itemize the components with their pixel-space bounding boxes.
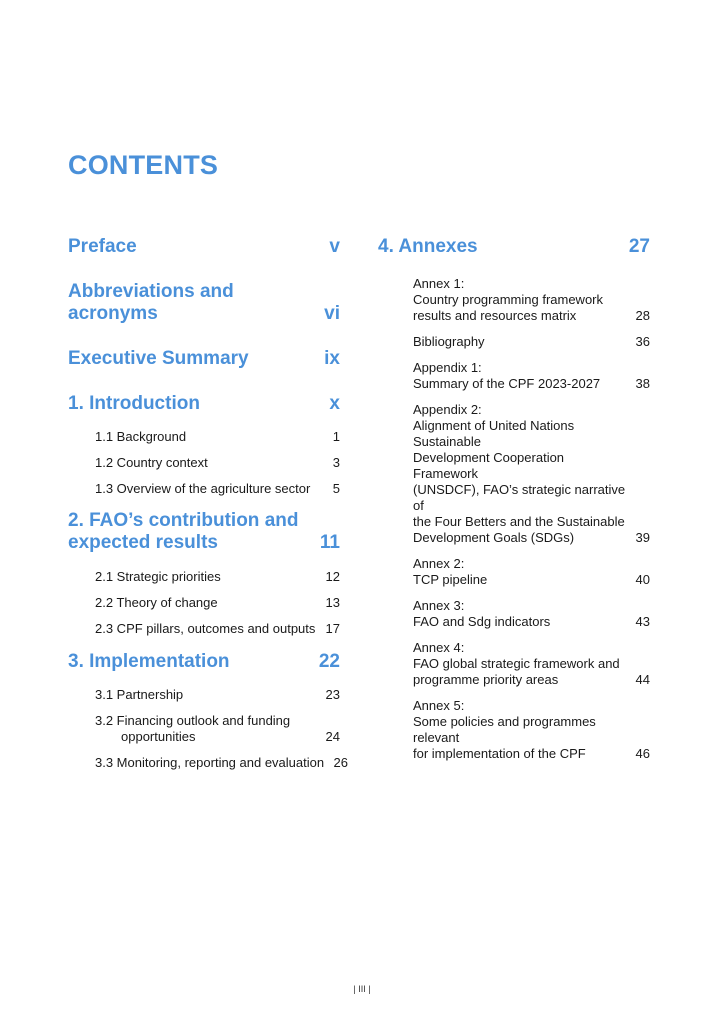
annex-item[interactable] [378,334,650,350]
annex-item[interactable] [378,276,650,324]
toc-subentry-theory-of-change[interactable] [68,595,340,611]
annex-item-line: TCP pipeline [413,572,488,587]
annex-item-label [413,276,630,324]
toc-subentry-agriculture-overview[interactable] [68,481,340,497]
annex-item-line: Annex 5: [413,698,465,713]
annex-item-line: Appendix 2: [413,402,482,417]
toc-subentry-label: 2.3 CPF pillars, outcomes and outputs [95,621,316,636]
annex-item-page: 39 [635,530,650,545]
toc-subentry-partnership[interactable] [68,687,340,703]
toc-subentry-page: 23 [325,687,340,702]
toc-subentry-page: 12 [325,569,340,584]
toc-entry-label: Executive Summary [68,348,249,369]
annex-item-line: Annex 1: [413,276,465,291]
annex-item-line: Summary of the CPF 2023-2027 [413,376,601,391]
toc-entry-label: Abbreviations and acronyms [68,281,234,324]
toc-right-column [378,236,650,762]
annex-item-line: Appendix 1: [413,360,482,375]
annex-item-line: Development Goals (SDGs) [413,530,575,545]
annex-item-label [413,598,630,630]
toc-entry-preface[interactable] [68,236,340,258]
toc-entry-label [68,510,314,554]
toc-subentry-label-line2: opportunities [121,729,196,744]
toc-subentry-page: 24 [325,729,340,744]
toc-entry-label-line2: expected results [68,532,218,553]
toc-entry-page: v [329,236,340,257]
toc-subentry-page: 5 [332,481,340,496]
annex-item-line: Development Cooperation Framework [413,450,565,481]
annex-item[interactable] [378,598,650,630]
annex-item-line: programme priority areas [413,672,559,687]
annex-item-page: 44 [635,672,650,687]
annex-item[interactable] [378,556,650,588]
toc-left-column [68,236,348,771]
toc-entry-label: 4. Annexes [378,236,478,257]
toc-subentry-label: 1.2 Country context [95,455,208,470]
toc-subentry-label: 1.3 Overview of the agriculture sector [95,481,311,496]
toc-subentry-label: 2.1 Strategic priorities [95,569,221,584]
toc-entry-implementation[interactable] [68,651,340,673]
toc-entry-label: 1. Introduction [68,393,200,414]
toc-subentry-page: 17 [325,621,340,636]
page-number: | III | [353,984,371,994]
page-title: CONTENTS [68,150,219,180]
toc-entry-page: x [329,393,340,414]
toc-subentry-page: 26 [333,755,348,770]
annex-item-line: the Four Betters and the Sustainable [413,514,625,529]
toc-entry-label: Preface [68,236,137,257]
toc-entry-introduction[interactable] [68,393,340,415]
annex-item-line: Alignment of United Nations Sustainable [413,418,575,449]
annex-item-line: (UNSDCF), FAO’s strategic narrative of [413,482,626,513]
toc-subentry-financing[interactable] [68,713,340,745]
toc-subentry-cpf-pillars[interactable] [68,621,340,637]
toc-subentry-page: 3 [332,455,340,470]
toc-subentry-page: 1 [332,429,340,444]
annex-item-page: 40 [635,572,650,587]
toc-entry-page: ix [324,348,340,369]
annex-item-label [413,402,630,546]
annex-item-line: Some policies and programmes relevant [413,714,596,745]
toc-entry-annexes[interactable] [378,236,650,258]
toc-entry-page: 27 [628,236,650,257]
annex-item-label [413,556,630,588]
toc-entry-label-line1: 2. FAO’s contribution and [68,510,299,531]
toc-entry-page: 11 [319,532,340,553]
annex-item-label [413,698,630,762]
annex-item-page: 38 [635,376,650,391]
toc-entry-page: 22 [318,651,340,672]
annex-item-line: for implementation of the CPF [413,746,586,761]
toc-subentry-label-line1: 3.2 Financing outlook and funding [95,713,291,728]
toc-subentry-monitoring[interactable] [68,755,348,771]
toc-subentry-label: 3.1 Partnership [95,687,184,702]
toc-subentry-label: 1.1 Background [95,429,187,444]
toc-entry-contribution[interactable] [68,510,340,554]
annex-item-line: Annex 3: [413,598,465,613]
annex-item-line: FAO and Sdg indicators [413,614,551,629]
toc-subentry-label: 2.2 Theory of change [95,595,218,610]
annex-list [378,276,650,762]
annex-item-line: FAO global strategic framework and [413,656,620,671]
annex-item[interactable] [378,402,650,546]
annex-item[interactable] [378,360,650,392]
toc-entry-label: 3. Implementation [68,651,230,672]
toc-subentry-page: 13 [325,595,340,610]
annex-item-page: 36 [635,334,650,349]
annex-item-page: 43 [635,614,650,629]
annex-item-page: 46 [635,746,650,761]
annex-item-line: Country programming framework [413,292,604,307]
toc-entry-executive-summary[interactable] [68,348,340,370]
annex-item-line: results and resources matrix [413,308,577,323]
annex-item[interactable] [378,640,650,688]
annex-item-line: Annex 4: [413,640,465,655]
annex-item-page: 28 [635,308,650,323]
toc-subentry-strategic-priorities[interactable] [68,569,340,585]
annex-item-label [413,640,630,688]
annex-item-label [413,360,630,392]
toc-entry-abbreviations[interactable] [68,281,340,325]
annex-item-line: Bibliography [413,334,485,349]
toc-subentry-background[interactable] [68,429,340,445]
toc-entry-page: vi [324,303,340,324]
annex-item[interactable] [378,698,650,762]
annex-item-line: Annex 2: [413,556,465,571]
annex-item-label [413,334,630,350]
toc-subentry-label [95,713,326,745]
toc-subentry-country-context[interactable] [68,455,340,471]
toc-subentry-label: 3.3 Monitoring, reporting and evaluation [95,755,325,770]
